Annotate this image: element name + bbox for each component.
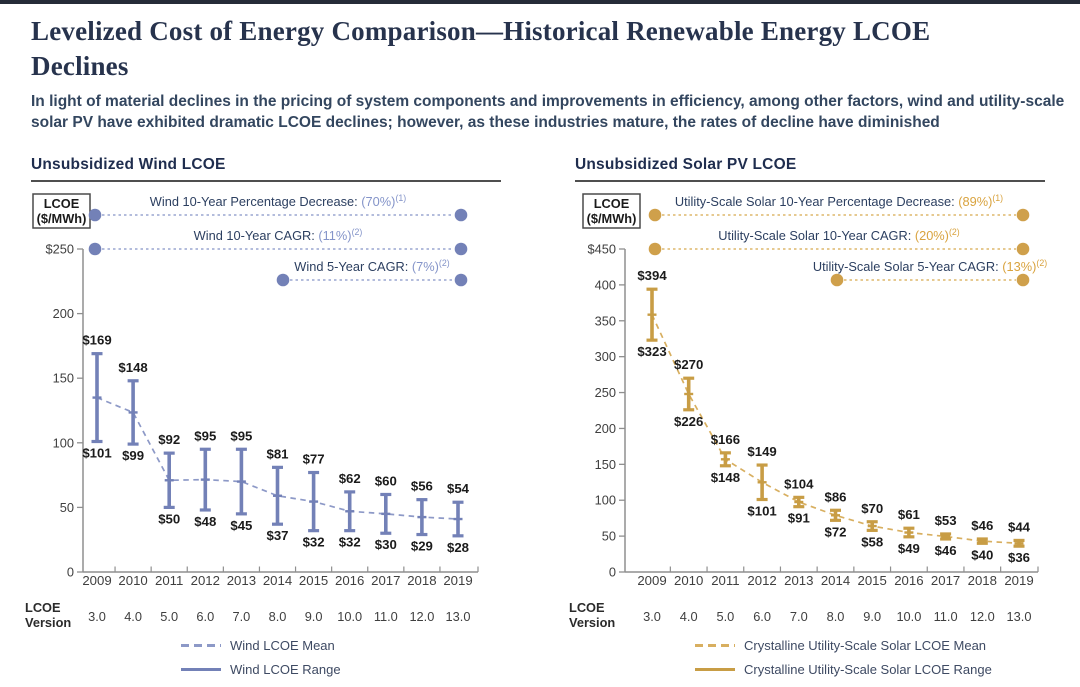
- high-value-label: $46: [971, 517, 994, 533]
- lcoe-axis-box: [33, 194, 90, 228]
- annotation-row: [813, 258, 1047, 286]
- wind-range-line-sample: [181, 668, 221, 671]
- x-tick-label: 2013: [784, 572, 814, 588]
- page-title: Levelized Cost of Energy Comparison—Historical Renewable Energy LCOE Declines: [31, 16, 931, 81]
- low-value-label: $101: [747, 503, 777, 519]
- error-bar: [784, 476, 814, 525]
- error-bar: [674, 357, 703, 429]
- low-value-label: $46: [934, 542, 957, 558]
- annotation-dot: [649, 243, 662, 256]
- x-tick-label: 2009: [82, 572, 112, 588]
- low-value-label: $72: [824, 524, 847, 540]
- low-value-label: $40: [971, 547, 994, 563]
- wind-range-legend-label: Wind LCOE Range: [230, 662, 341, 678]
- error-bar: [637, 268, 667, 359]
- y-tick-label: 0: [66, 564, 74, 580]
- low-value-label: $37: [266, 528, 289, 544]
- svg-text:($/MWh): ($/MWh): [586, 210, 637, 226]
- version-value: 10.0: [896, 608, 922, 624]
- low-value-label: $148: [710, 469, 741, 485]
- solar-chart-panel: [569, 155, 1048, 684]
- annotation-dot: [455, 243, 468, 256]
- annotation-row: [649, 227, 1030, 255]
- high-value-label: $61: [897, 507, 920, 523]
- low-value-label: $29: [410, 538, 433, 554]
- high-value-label: $104: [784, 476, 814, 492]
- error-bar: [194, 428, 216, 529]
- page-subtitle: In light of material declines in the pricing of system components and improvements in efficiency, among other factors, wind and utility-scale solar PV have exhibited dramatic LCOE declines; however, as these industries mature, the rates of decline have diminished: [31, 93, 1065, 132]
- low-value-label: $49: [897, 540, 920, 556]
- version-value: 11.0: [933, 608, 958, 624]
- x-tick-label: 2014: [820, 572, 851, 588]
- legend-item-wind-range: [181, 660, 501, 680]
- version-value: 13.0: [445, 608, 471, 624]
- version-value: 7.0: [232, 608, 251, 624]
- y-tick-label: 150: [594, 456, 616, 472]
- svg-text:Version: Version: [25, 614, 72, 630]
- version-value: 12.0: [969, 608, 995, 624]
- error-bar: [303, 451, 325, 549]
- lcoe-version-row: [569, 600, 1031, 630]
- annotation-row: [649, 193, 1030, 221]
- annotation-dot: [649, 209, 662, 222]
- low-value-label: $28: [446, 539, 470, 555]
- annotation-dot: [455, 274, 468, 287]
- solar-legend: [695, 636, 1045, 680]
- error-bar: [118, 360, 147, 463]
- version-value: 13.0: [1006, 608, 1032, 624]
- x-tick-label: 2011: [155, 572, 184, 588]
- low-value-label: $101: [82, 445, 112, 461]
- x-tick-label: 2012: [747, 572, 777, 588]
- version-value: 7.0: [789, 608, 808, 624]
- svg-text:LCOE: LCOE: [593, 195, 630, 211]
- svg-text:LCOE: LCOE: [569, 599, 605, 615]
- high-value-label: $148: [118, 359, 148, 375]
- error-bar: [266, 446, 288, 543]
- version-value: 6.0: [196, 608, 215, 624]
- y-tick-label: 150: [52, 370, 74, 386]
- high-value-label: $169: [82, 332, 112, 348]
- x-tick-label: 2014: [262, 572, 293, 588]
- svg-text:LCOE: LCOE: [25, 599, 61, 615]
- annotation-dot: [831, 274, 844, 287]
- x-tick-label: 2012: [190, 572, 220, 588]
- low-value-label: $32: [338, 534, 361, 550]
- annotation-dot: [89, 243, 102, 256]
- y-tick-label: 50: [59, 499, 74, 515]
- y-tick-label: 100: [52, 435, 74, 451]
- version-value: 9.0: [863, 608, 882, 624]
- version-value: 3.0: [88, 608, 106, 624]
- svg-text:Utility-Scale Solar 5-Year CAG: Utility-Scale Solar 5-Year CAGR: $(13\%)^{(2)}$: [812, 257, 1048, 274]
- x-tick-label: 2018: [407, 572, 437, 588]
- svg-text:Version: Version: [569, 614, 616, 630]
- high-value-label: $86: [824, 489, 847, 505]
- charts-container: [0, 156, 1080, 684]
- low-value-label: $58: [861, 534, 884, 550]
- error-bar: [339, 471, 361, 550]
- high-value-label: $60: [374, 473, 397, 489]
- x-tick-label: 2010: [674, 572, 704, 588]
- solar-chart-title: Unsubsidized Solar PV LCOE: [575, 156, 1045, 182]
- low-value-label: $36: [1007, 550, 1031, 566]
- version-value: 3.0: [643, 608, 661, 624]
- high-value-label: $95: [194, 428, 217, 444]
- error-bar: [824, 489, 846, 539]
- solar-mean-line-sample: [695, 644, 735, 647]
- error-bar: [375, 473, 397, 552]
- x-tick-label: 2016: [335, 572, 365, 588]
- wind-mean-legend-label: Wind LCOE Mean: [230, 638, 335, 654]
- annotation-dot: [1017, 209, 1030, 222]
- x-tick-label: 2009: [637, 572, 667, 588]
- top-accent-bar: [0, 0, 1080, 4]
- error-bar: [711, 432, 740, 485]
- x-tick-label: 2010: [118, 572, 148, 588]
- x-tick-label: 2017: [930, 572, 961, 588]
- lcoe-version-row: [25, 600, 470, 630]
- annotation-row: [89, 193, 468, 221]
- x-tick-label: 2017: [371, 572, 401, 588]
- error-bar: [411, 478, 433, 553]
- high-value-label: $44: [1007, 519, 1031, 535]
- high-value-label: $77: [302, 451, 325, 467]
- x-tick-label: 2015: [298, 572, 329, 588]
- version-value: 4.0: [679, 608, 698, 624]
- high-value-label: $270: [674, 357, 704, 373]
- y-tick-label: 0: [608, 564, 616, 580]
- annotation-dot: [1017, 274, 1030, 287]
- wind-mean-line-sample: [181, 644, 221, 647]
- version-value: 8.0: [826, 608, 845, 624]
- y-tick-label: 200: [594, 420, 616, 436]
- wind-chart-panel: [25, 155, 501, 684]
- y-tick-label: 50: [601, 528, 616, 544]
- x-tick-label: 2015: [857, 572, 887, 588]
- version-value: 10.0: [337, 608, 363, 624]
- annotation-dot: [455, 209, 468, 222]
- wind-chart: [25, 182, 501, 634]
- high-value-label: $56: [410, 478, 433, 494]
- x-tick-label: 2011: [711, 572, 740, 588]
- error-bar: [971, 518, 993, 562]
- error-bar: [747, 444, 776, 518]
- version-value: 6.0: [753, 608, 771, 624]
- y-tick-label: $250: [45, 241, 74, 257]
- annotation-dot: [89, 209, 102, 222]
- solar-range-legend-label: Crystalline Utility-Scale Solar LCOE Range: [744, 662, 992, 678]
- x-tick-label: 2019: [443, 572, 473, 588]
- version-value: 9.0: [304, 608, 323, 624]
- version-value: 4.0: [124, 608, 142, 624]
- wind-legend: [181, 636, 501, 680]
- svg-text:Wind 10-Year Percentage Decrea: Wind 10-Year Percentage Decrease: $(70\%)^{(1)}$: [149, 192, 407, 209]
- annotation-dot: [1017, 243, 1030, 256]
- version-value: 11.0: [373, 608, 398, 624]
- x-tick-label: 2013: [226, 572, 257, 588]
- y-tick-label: 350: [594, 313, 616, 329]
- high-value-label: $149: [747, 443, 777, 459]
- lcoe-axis-box: [583, 194, 640, 228]
- annotation-row: [89, 227, 468, 255]
- axes: [46, 241, 478, 588]
- svg-text:Utility-Scale Solar 10-Year Pe: Utility-Scale Solar 10-Year Percentage Decrease: $(89\%)^{(1)}$: [674, 192, 1004, 209]
- low-value-label: $91: [787, 510, 810, 526]
- high-value-label: $62: [338, 470, 361, 486]
- svg-text:Wind 5-Year CAGR: (7%)(2): Wind 5-Year CAGR: $(7\%)^{(2)}$: [294, 257, 450, 274]
- y-tick-label: 400: [594, 277, 616, 293]
- error-bar: [82, 332, 111, 460]
- high-value-label: $54: [446, 481, 470, 497]
- error-bar: [158, 432, 180, 526]
- svg-text:LCOE: LCOE: [43, 195, 80, 211]
- low-value-label: $32: [302, 534, 325, 550]
- high-value-label: $92: [158, 431, 181, 447]
- y-tick-label: 250: [594, 384, 616, 400]
- svg-text:($/MWh): ($/MWh): [36, 210, 87, 226]
- low-value-label: $48: [194, 513, 217, 529]
- svg-text:Utility-Scale Solar 10-Year CA: Utility-Scale Solar 10-Year CAGR: $(20\%)^{(2)}$: [718, 226, 960, 243]
- annotation-row: [277, 258, 468, 286]
- x-tick-label: 2016: [894, 572, 924, 588]
- y-tick-label: $450: [587, 241, 616, 257]
- low-value-label: $226: [674, 413, 704, 429]
- solar-chart: [569, 182, 1048, 634]
- error-bar: [861, 501, 883, 550]
- low-value-label: $323: [637, 344, 667, 360]
- legend-item-solar-range: [695, 660, 1045, 680]
- legend-item-solar-mean: [695, 636, 1045, 656]
- high-value-label: $70: [861, 500, 884, 516]
- high-value-label: $53: [934, 512, 957, 528]
- high-value-label: $394: [637, 268, 667, 284]
- y-tick-label: 200: [52, 305, 74, 321]
- axes: [588, 241, 1038, 588]
- y-tick-label: 300: [594, 349, 616, 365]
- high-value-label: $81: [266, 446, 289, 462]
- low-value-label: $45: [230, 517, 253, 533]
- high-value-label: $166: [710, 431, 741, 447]
- x-tick-label: 2019: [1004, 572, 1034, 588]
- version-value: 5.0: [716, 608, 735, 624]
- version-value: 12.0: [409, 608, 435, 624]
- svg-text:Wind 10-Year CAGR: (11%)(2): Wind 10-Year CAGR: $(11\%)^{(2)}$: [193, 226, 363, 243]
- x-tick-label: 2018: [967, 572, 997, 588]
- low-value-label: $99: [122, 447, 145, 463]
- solar-mean-legend-label: Crystalline Utility-Scale Solar LCOE Mean: [744, 638, 987, 654]
- solar-range-line-sample: [695, 668, 735, 671]
- annotation-dot: [277, 274, 290, 287]
- low-value-label: $30: [374, 537, 397, 553]
- y-tick-label: 100: [594, 492, 616, 508]
- legend-item-wind-mean: [181, 636, 501, 656]
- low-value-label: $50: [158, 511, 181, 527]
- version-value: 5.0: [160, 608, 179, 624]
- version-value: 8.0: [268, 608, 287, 624]
- wind-chart-title: Unsubsidized Wind LCOE: [31, 156, 501, 182]
- high-value-label: $95: [230, 428, 253, 444]
